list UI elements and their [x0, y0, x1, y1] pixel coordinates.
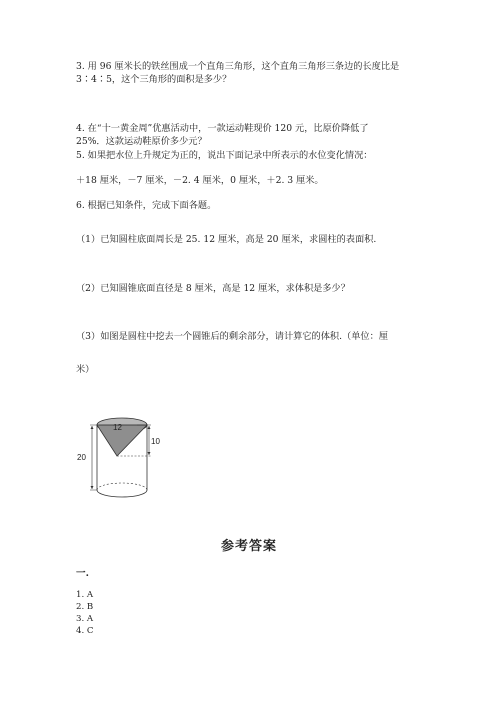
- cone-height-arrow-bottom: [148, 452, 151, 455]
- cylinder-bottom-back: [97, 483, 147, 490]
- cone-height-label: 10: [151, 437, 160, 446]
- q6-sub-3-line-1: （3）如图是圆柱中挖去一个圆锥后的剩余部分，请计算它的体积.（单位：厘: [76, 331, 388, 342]
- q5-line-1: 5. 如果把水位上升规定为正的，说出下面记录中所表示的水位变化情况：: [76, 150, 373, 161]
- answer-title: 参考答案: [221, 539, 278, 554]
- cylinder-cone-figure: [70, 408, 170, 500]
- answer-item: 1. A: [76, 590, 94, 600]
- q5-line-2: ＋18 厘米，－7 厘米，－2. 4 厘米，0 厘米，＋2. 3 厘米。: [76, 175, 324, 186]
- cone-shape: [97, 425, 147, 456]
- answer-item: 2. B: [76, 602, 94, 612]
- q6-sub-2: （2）已知圆锥底面直径是 8 厘米，高是 12 厘米，求体积是多少？: [76, 283, 350, 294]
- q4-line-2: 25%．这款运动鞋原价多少元？: [76, 136, 207, 147]
- q6-sub-1: （1）已知圆柱底面周长是 25. 12 厘米，高是 20 厘米，求圆柱的表面积.: [76, 234, 377, 245]
- cone-height-arrow-top: [148, 426, 151, 429]
- diameter-label: 12: [113, 423, 122, 432]
- cylinder-bottom-front: [97, 490, 147, 497]
- cyl-height-label: 20: [77, 453, 86, 462]
- q6-sub-3-line-2: 米）: [76, 364, 95, 375]
- answer-item: 3. A: [76, 614, 94, 624]
- q4-line-1: 4. 在“十一黄金周”优惠活动中，一款运动鞋现价 120 元，比原价降低了: [76, 123, 369, 134]
- q3-line-2: 3∶4∶5，这个三角形的面积是多少？: [76, 74, 232, 85]
- answer-item: 4. C: [76, 626, 94, 636]
- cyl-height-arrow-bottom: [91, 486, 94, 489]
- q3-line-1: 3. 用 96 厘米长的铁丝围成一个直角三角形，这个直角三角形三条边的长度比是: [76, 61, 400, 72]
- cyl-height-arrow-top: [91, 426, 94, 429]
- q6-intro: 6. 根据已知条件，完成下面各题。: [76, 200, 217, 211]
- section-one-heading: 一.: [76, 568, 89, 579]
